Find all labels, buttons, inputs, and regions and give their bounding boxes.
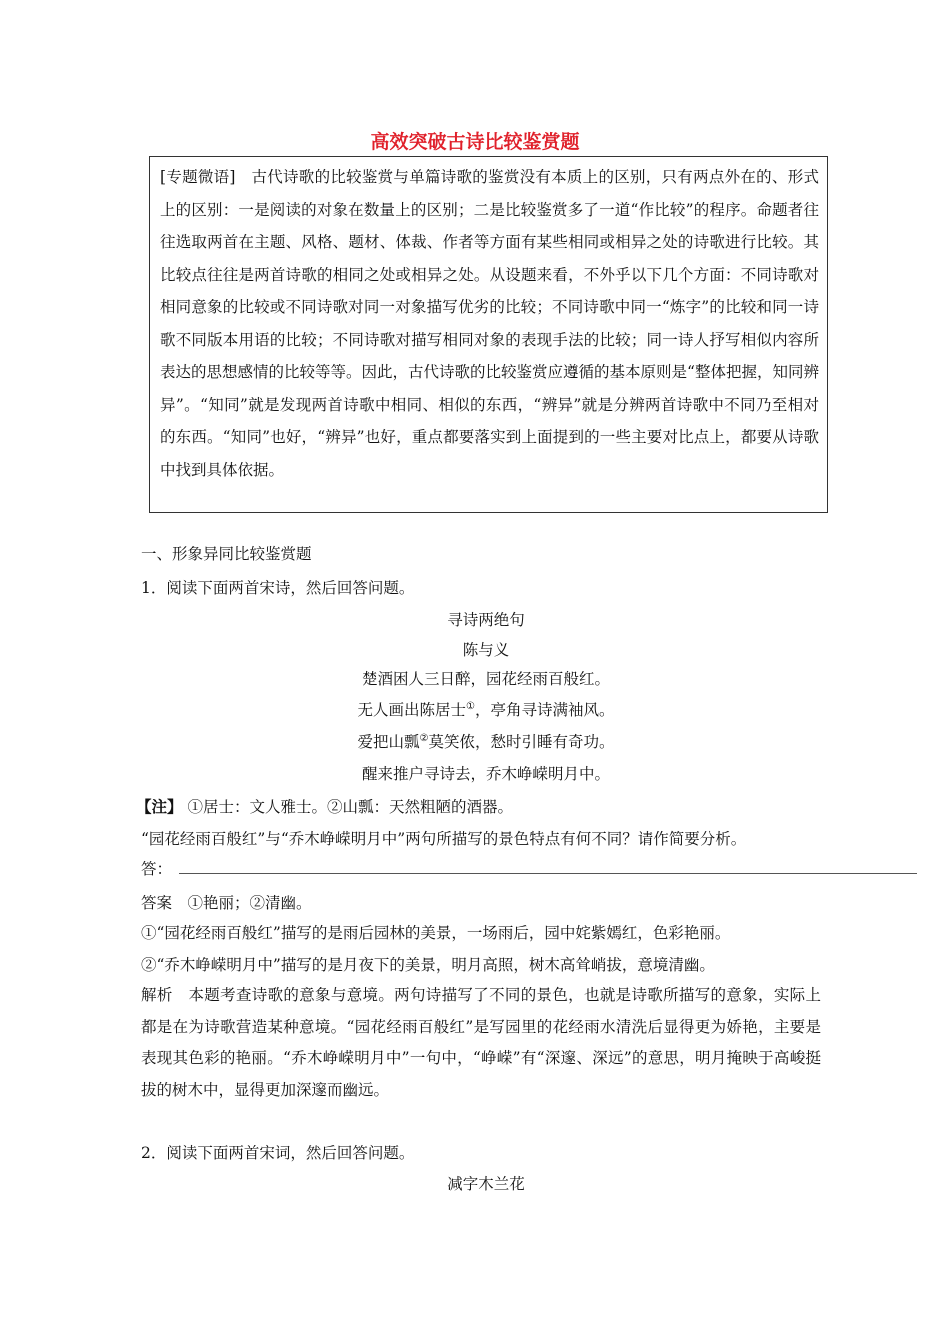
poem-line — [141, 730, 831, 752]
answer-key-text: ①艳丽；②清幽。 — [187, 894, 312, 912]
poem-line: 醒来推户寻诗去，乔木峥嵘明月中。 — [361, 765, 610, 783]
poem-note — [136, 795, 513, 817]
footnote-mark: ② — [419, 732, 429, 744]
section-heading: 一、形象异同比较鉴赏题 — [141, 545, 312, 563]
answer-line — [179, 873, 917, 874]
intro-box — [149, 156, 828, 513]
poem-line-part: 莫笑侬，愁时引睡有奇功。 — [428, 733, 615, 751]
poem-author: 陈与义 — [462, 641, 510, 659]
intro-paragraph — [160, 161, 819, 486]
analysis-label: 解析 — [141, 986, 173, 1004]
analysis-paragraph — [141, 980, 821, 1106]
answer-point-2: ②“乔木峥嵘明月中”描写的是月夜下的美景，明月高照，树木高耸峭拔，意境清幽。 — [141, 956, 715, 974]
poem-title: 寻诗两绝句 — [447, 611, 525, 629]
answer-key-label: 答案 — [141, 894, 173, 912]
answer-label: 答： — [141, 860, 173, 878]
poem-line-part: ，亭角寻诗满袖风。 — [474, 701, 615, 719]
answer-point-1: ①“园花经雨百般红”描写的是雨后园林的美景，一场雨后，园中姹紫嫣红，色彩艳丽。 — [141, 924, 731, 942]
analysis-text: 本题考查诗歌的意象与意境。两句诗描写了不同的景色，也就是诗歌所描写的意象，实际上都是在为诗歌营造某种意境。“园花经雨百般红”是写园里的花经雨水清洗后显得更为娇艳，主要是表现其色彩的艳丽。“乔木峥嵘明月中”一句中，“峥嵘”有“深邃、深远”的意思，明月掩映于高峻挺拔的树木中，显得更加深邃而幽远。 — [141, 986, 821, 1099]
note-tag: 【注】 — [136, 797, 183, 816]
question-2-prompt: 2．阅读下面两首宋词，然后回答问题。 — [141, 1144, 415, 1162]
answer-key — [141, 891, 312, 913]
page-title: 高效突破古诗比较鉴赏题 — [370, 131, 580, 153]
poem-line: 楚酒困人三日醉，园花经雨百般红。 — [361, 670, 610, 688]
intro-text: 古代诗歌的比较鉴赏与单篇诗歌的鉴赏没有本质上的区别，只有两点外在的、形式上的区别：一是阅读的对象在数量上的区别；二是比较鉴赏多了一道“作比较”的程序。命题者往往选取两首在主题、风格、题材、体裁、作者等方面有某些相同或相异之处的诗歌进行比较。其比较点往往是两首诗歌的相同之处或相异之处。从设题来看，不外乎以下几个方面：不同诗歌对相同意象的比较或不同诗歌对同一对象描写优劣的比较；不同诗歌中同一“炼字”的比较和同一诗歌不同版本用语的比较；不同诗歌对描写相同对象的表现手法的比较；同一诗人抒写相似内容所表达的思想感情的比较等等。因此，古代诗歌的比较鉴赏应遵循的基本原则是“整体把握，知同辨异”。“知同”就是发现两首诗歌中相同、相似的东西，“辨异”就是分辨两首诗歌中不同乃至相对的东西。“知同”也好，“辨异”也好，重点都要落实到上面提到的一些主要对比点上，都要从诗歌中找到具体依据。 — [160, 168, 819, 479]
poem-line — [141, 698, 831, 720]
poem-line-part: 爱把山瓢 — [357, 733, 420, 751]
poem-line-part: 无人画出陈居士 — [357, 701, 467, 719]
question-1-prompt: 1．阅读下面两首宋诗，然后回答问题。 — [141, 579, 415, 597]
question-1-question: “园花经雨百般红”与“乔木峥嵘明月中”两句所描写的景色特点有何不同？请作简要分析。 — [141, 830, 747, 848]
intro-tag: [专题微语] — [160, 168, 236, 186]
note-text: ①居士：文人雅士。②山瓢：天然粗陋的酒器。 — [187, 798, 513, 816]
footnote-mark: ① — [466, 700, 475, 712]
poem-title-2: 减字木兰花 — [447, 1175, 525, 1193]
